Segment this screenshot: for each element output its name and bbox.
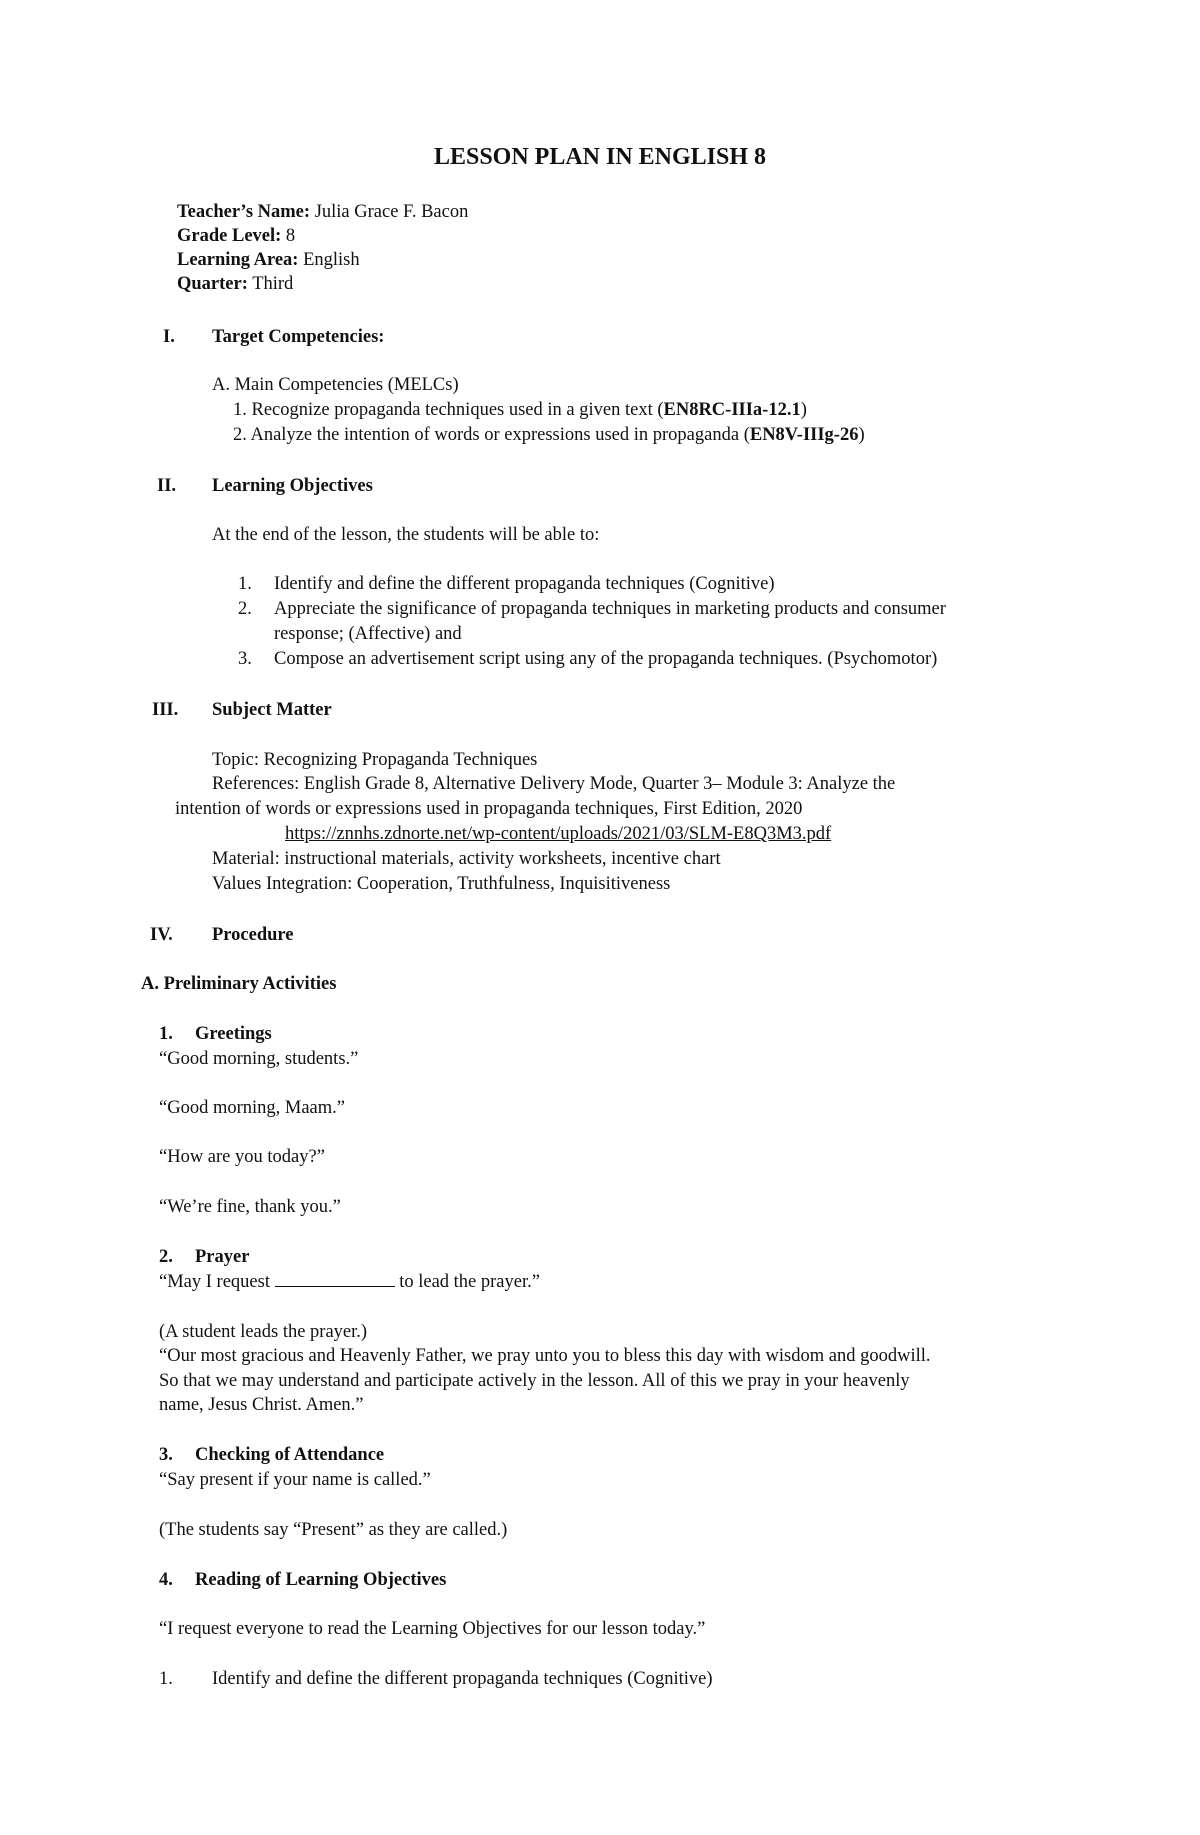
grade-label: Grade Level:	[177, 226, 282, 246]
references-line-2: intention of words or expressions used in propaganda techniques, First Edition, 2020	[175, 799, 803, 819]
area-value: English	[303, 250, 360, 270]
main-competencies-label: A. Main Competencies (MELCs)	[212, 375, 459, 395]
greeting-line-3: “How are you today?”	[159, 1147, 325, 1167]
teacher-name-line	[177, 200, 468, 224]
objective-2-number: 2.	[238, 599, 252, 619]
greeting-line-4: “We’re fine, thank you.”	[159, 1197, 341, 1217]
quarter-label: Quarter:	[177, 274, 248, 294]
quarter-line	[177, 272, 293, 296]
objective-3-number: 3.	[238, 649, 252, 669]
prayer-text-line-2: So that we may understand and participate actively in the lesson. All of this we pray in your heavenly	[159, 1371, 910, 1391]
section-4-heading: Procedure	[212, 925, 294, 945]
learning-area-line	[177, 248, 360, 272]
competency-1-end: )	[800, 400, 807, 420]
prayer-text-line-3: name, Jesus Christ. Amen.”	[159, 1395, 364, 1415]
reading-objectives-heading: Reading of Learning Objectives	[195, 1570, 447, 1590]
prayer-note: (A student leads the prayer.)	[159, 1322, 368, 1342]
competency-2	[233, 423, 865, 447]
preliminary-activities-heading: A. Preliminary Activities	[141, 974, 337, 994]
reading-objectives-request: “I request everyone to read the Learning Objectives for our lesson today.”	[159, 1619, 706, 1639]
teacher-value: Julia Grace F. Bacon	[314, 202, 469, 222]
reading-objective-1: Identify and define the different propaganda techniques (Cognitive)	[212, 1669, 713, 1689]
reading-objective-1-number: 1.	[159, 1669, 173, 1689]
section-3-number: III.	[152, 700, 179, 720]
prayer-request-text: “May I request	[159, 1272, 275, 1292]
section-1-heading: Target Competencies:	[212, 327, 385, 347]
competency-1	[233, 398, 807, 422]
topic-line: Topic: Recognizing Propaganda Techniques	[212, 750, 538, 770]
reference-link[interactable]: https://znnhs.zdnorte.net/wp-content/uploads/2021/03/SLM-E8Q3M3.pdf	[285, 824, 832, 844]
section-1-number: I.	[163, 327, 175, 347]
material-line: Material: instructional materials, activity worksheets, incentive chart	[212, 849, 721, 869]
attendance-line-2: (The students say “Present” as they are called.)	[159, 1520, 508, 1540]
competency-2-code: EN8V-IIIg-26	[749, 425, 859, 445]
area-label: Learning Area:	[177, 250, 299, 270]
prayer-number: 2.	[159, 1247, 173, 1267]
grade-level-line	[177, 224, 295, 248]
greetings-number: 1.	[159, 1024, 173, 1044]
objective-1-number: 1.	[238, 574, 252, 594]
prayer-request-line	[159, 1270, 540, 1294]
page-title: LESSON PLAN IN ENGLISH 8	[433, 144, 767, 170]
section-2-heading: Learning Objectives	[212, 476, 373, 496]
competency-1-code: EN8RC-IIIa-12.1	[663, 400, 801, 420]
competency-2-text: 2. Analyze the intention of words or expressions used in propaganda (	[233, 425, 750, 445]
section-4-number: IV.	[150, 925, 173, 945]
greeting-line-2: “Good morning, Maam.”	[159, 1098, 345, 1118]
competency-1-text: 1. Recognize propaganda techniques used in a given text (	[233, 400, 664, 420]
references-line-1: References: English Grade 8, Alternative Delivery Mode, Quarter 3– Module 3: Analyze the	[212, 774, 896, 794]
values-line: Values Integration: Cooperation, Truthfulness, Inquisitiveness	[212, 874, 671, 894]
greetings-heading: Greetings	[195, 1024, 272, 1044]
section-2-number: II.	[157, 476, 177, 496]
reading-objectives-number: 4.	[159, 1570, 173, 1590]
prayer-heading: Prayer	[195, 1247, 250, 1267]
objective-1: Identify and define the different propaganda techniques (Cognitive)	[274, 574, 775, 594]
prayer-text-line-1: “Our most gracious and Heavenly Father, we pray unto you to bless this day with wisdom and goodwill.	[159, 1346, 931, 1366]
attendance-line-1: “Say present if your name is called.”	[159, 1470, 431, 1490]
grade-value: 8	[285, 226, 296, 246]
prayer-request-end: to lead the prayer.”	[394, 1272, 540, 1292]
greeting-line-1: “Good morning, students.”	[159, 1049, 359, 1069]
section-3-heading: Subject Matter	[212, 700, 332, 720]
attendance-number: 3.	[159, 1445, 173, 1465]
objectives-intro: At the end of the lesson, the students will be able to:	[212, 525, 600, 545]
attendance-heading: Checking of Attendance	[195, 1445, 385, 1465]
competency-2-end: )	[858, 425, 865, 445]
quarter-value: Third	[252, 274, 294, 294]
objective-2-line-2: response; (Affective) and	[274, 624, 462, 644]
name-blank	[275, 1271, 395, 1287]
teacher-label: Teacher’s Name:	[177, 202, 311, 222]
objective-3: Compose an advertisement script using any of the propaganda techniques. (Psychomotor)	[274, 649, 938, 669]
objective-2-line-1: Appreciate the significance of propaganda techniques in marketing products and consumer	[274, 599, 946, 619]
